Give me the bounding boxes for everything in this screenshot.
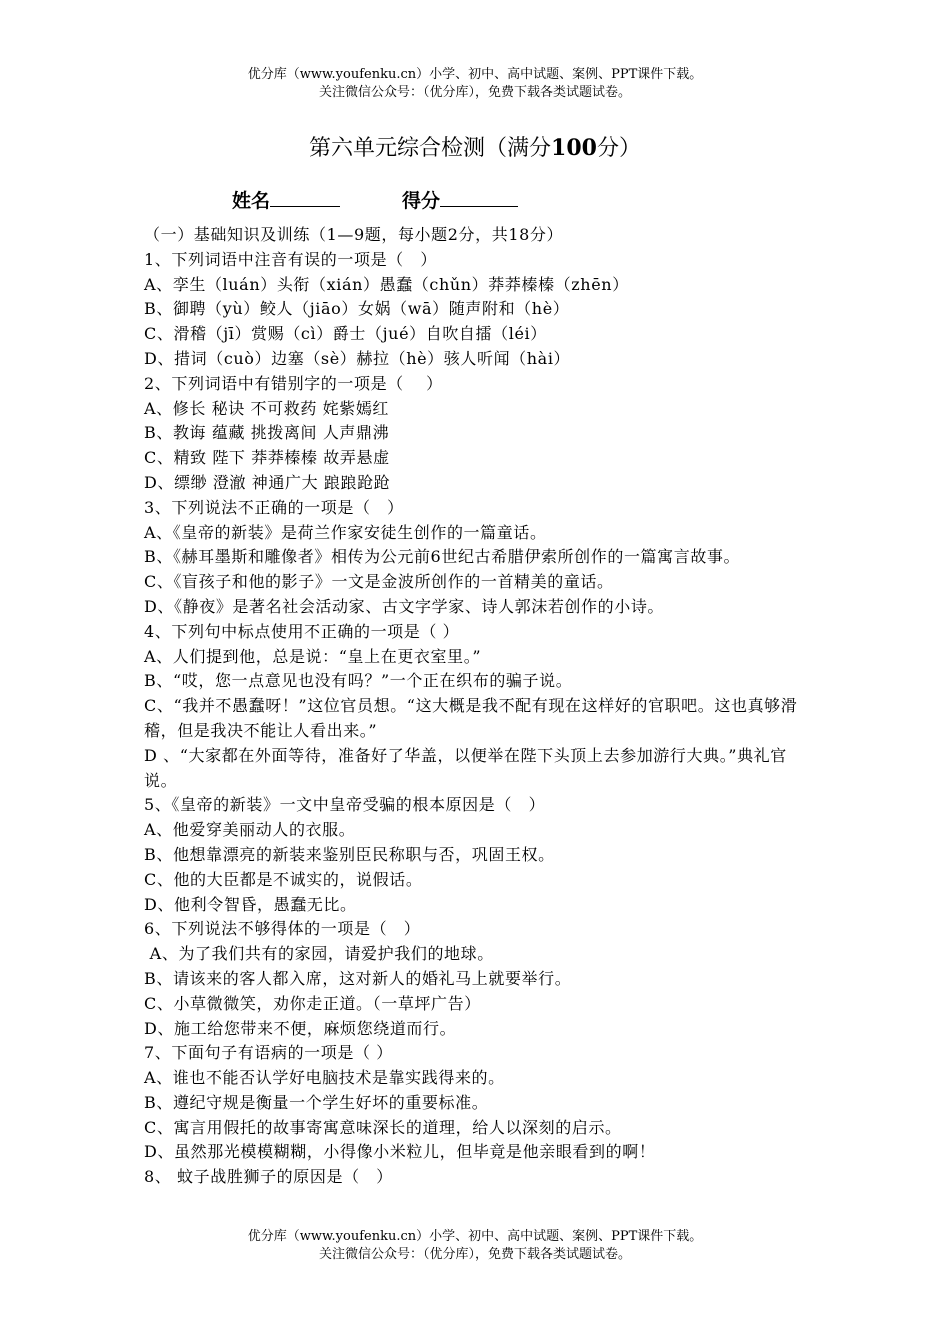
q1-option-a: A、孪生（luán）头衔（xián）愚蠢（chǔn）莽莽榛榛（zhēn） — [144, 274, 629, 294]
name-label: 姓名 — [232, 190, 271, 212]
footer-line-2: 关注微信公众号：（优分库），免费下载各类试题试卷。 — [318, 1247, 631, 1262]
score-blank[interactable] — [440, 186, 518, 207]
question-2: 2、下列词语中有错别字的一项是（ ） — [144, 373, 443, 393]
q6-option-a: A、为了我们共有的家园，请爱护我们的地球。 — [144, 944, 494, 964]
title-prefix: 第六单元综合检测（满分 — [309, 136, 552, 161]
q2-option-b: B、教诲 蕴藏 挑拨离间 人声鼎沸 — [144, 423, 390, 443]
q1-option-d: D、措词（cuò）边塞（sè）赫拉（hè）骇人听闻（hài） — [144, 348, 571, 368]
name-blank[interactable] — [270, 186, 340, 207]
exam-body — [144, 223, 812, 1190]
question-1: 1、下列词语中注音有误的一项是（ ） — [144, 249, 437, 269]
question-7: 7、下面句子有语病的一项是（ ） — [144, 1043, 393, 1063]
q3-option-b: B、《赫耳墨斯和雕像者》相传为公元前6世纪古希腊伊索所创作的一篇寓言故事。 — [144, 547, 741, 567]
q7-option-c: C、寓言用假托的故事寄寓意味深长的道理，给人以深刻的启示。 — [144, 1117, 622, 1137]
q1-option-c: C、滑稽（jī）赏赐（cì）爵士（jué）自吹自擂（léi） — [144, 324, 547, 344]
question-6: 6、下列说法不够得体的一项是（ ） — [144, 919, 421, 939]
q5-option-a: A、他爱穿美丽动人的衣服。 — [144, 820, 356, 840]
q6-option-c: C、小草微微笑，劝你走正道。（一草坪广告） — [144, 993, 481, 1013]
q2-option-d: D、缥缈 澄澈 神通广大 踉踉跄跄 — [144, 472, 391, 492]
q7-option-b: B、遵纪守规是衡量一个学生好坏的重要标准。 — [144, 1092, 489, 1112]
q5-option-b: B、他想靠漂亮的新装来鉴别臣民称职与否，巩固王权。 — [144, 844, 555, 864]
q5-option-d: D、他利令智昏，愚蠢无比。 — [144, 894, 357, 914]
section-heading: （一）基础知识及训练（1—9题，每小题2分，共18分） — [144, 225, 564, 244]
header-line-2: 关注微信公众号：（优分库），免费下载各类试题试卷。 — [318, 85, 631, 100]
q4-option-b: B、“哎，您一点意见也没有吗？”一个正在织布的骗子说。 — [144, 671, 573, 691]
question-4: 4、下列句中标点使用不正确的一项是（ ） — [144, 621, 460, 641]
q2-option-a: A、修长 秘诀 不可救药 姹紫嫣红 — [144, 398, 390, 418]
q6-option-b: B、请该来的客人都入席，这对新人的婚礼马上就要举行。 — [144, 968, 572, 988]
q1-option-b: B、御聘（yù）鲛人（jiāo）女娲（wā）随声附和（hè） — [144, 299, 570, 319]
question-8: 8、 蚊子战胜狮子的原因是（ ） — [144, 1167, 393, 1187]
q4-option-d: D 、“大家都在外面等待，准备好了华盖，以便举在陛下头顶上去参加游行大典。”典礼官说。 — [144, 745, 787, 790]
q7-option-a: A、谁也不能否认学好电脑技术是靠实践得来的。 — [144, 1068, 505, 1088]
page-footer — [0, 1228, 950, 1264]
score-label: 得分 — [402, 190, 441, 212]
q4-option-a: A、人们提到他，总是说：“皇上在更衣室里。” — [144, 646, 482, 666]
q3-option-c: C、《盲孩子和他的影子》一文是金波所创作的一首精美的童话。 — [144, 572, 614, 592]
name-score-row — [232, 186, 518, 214]
q6-option-d: D、施工给您带来不便，麻烦您绕道而行。 — [144, 1018, 457, 1038]
page-header — [0, 66, 950, 102]
q7-option-d: D、虽然那光模模糊糊，小得像小米粒儿，但毕竟是他亲眼看到的啊！ — [144, 1142, 656, 1162]
q3-option-d: D、《静夜》是著名社会活动家、古文字学家、诗人郭沫若创作的小诗。 — [144, 596, 665, 616]
page-title — [0, 133, 950, 164]
q5-option-c: C、他的大臣都是不诚实的，说假话。 — [144, 869, 423, 889]
title-suffix: 分） — [596, 136, 641, 161]
q4-option-c: C、“我并不愚蠢呀！”这位官员想。“这大概是我不配有现在这样好的官职吧。这也真够滑稽，但是我决不能让人看出来。” — [144, 696, 798, 740]
q3-option-a: A、《皇帝的新装》是荷兰作家安徒生创作的一篇童话。 — [144, 522, 547, 542]
q2-option-c: C、精致 陛下 莽莽榛榛 故弄悬虚 — [144, 448, 390, 468]
title-score: 100 — [551, 135, 597, 161]
question-5: 5、《皇帝的新装》一文中皇帝受骗的根本原因是（ ） — [144, 795, 546, 815]
footer-line-1: 优分库（www.youfenku.cn）小学、初中、高中试题、案例、PPT课件下载。 — [247, 1229, 703, 1244]
question-3: 3、下列说法不正确的一项是（ ） — [144, 497, 404, 517]
header-line-1: 优分库（www.youfenku.cn）小学、初中、高中试题、案例、PPT课件下载。 — [247, 67, 703, 82]
